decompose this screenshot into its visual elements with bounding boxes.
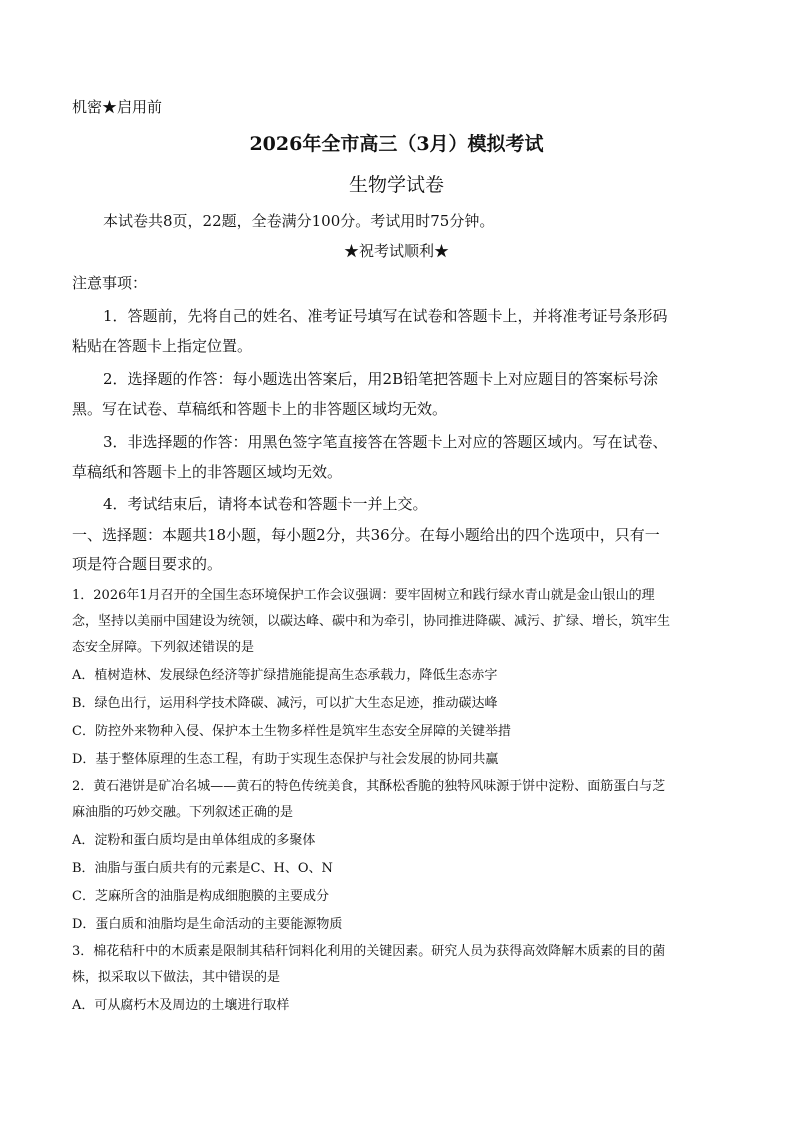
- exam-subtitle: 生物学试卷: [348, 174, 444, 196]
- section-1-heading: 一、选择题：本题共18小题，每小题2分，共36分。在每小题给出的四个选项中，只有一: [72, 526, 660, 544]
- notice-item-3: 3．非选择题的作答：用黑色签字笔直接答在答题卡上对应的答题区域内。写在试卷、: [103, 433, 668, 451]
- question-1-option-c: C．防控外来物种入侵、保护本土生物多样性是筑牢生态安全屏障的关键举措: [72, 724, 511, 739]
- question-2-option-d: D．蛋白质和油脂均是生命活动的主要能源物质: [72, 917, 343, 932]
- question-2-stem-cont: 麻油脂的巧妙交融。下列叙述正确的是: [72, 805, 294, 820]
- notice-item-1: 1．答题前，先将自己的姓名、准考证号填写在试卷和答题卡上，并将准考证号条形码: [103, 307, 668, 325]
- exam-title: 2026年全市高三（3月）模拟考试: [249, 133, 544, 155]
- question-3-option-a: A．可从腐朽木及周边的土壤进行取样: [72, 998, 290, 1013]
- notice-heading: 注意事项：: [72, 274, 148, 292]
- question-3-stem-cont: 株，拟采取以下做法，其中错误的是: [72, 970, 281, 985]
- question-2-option-a: A．淀粉和蛋白质均是由单体组成的多聚体: [72, 833, 316, 848]
- question-1-stem-cont: 态安全屏障。下列叙述错误的是: [72, 640, 255, 655]
- exam-wish: ★祝考试顺利★: [343, 242, 449, 260]
- notice-item-2: 2．选择题的作答：每小题选出答案后，用2B铅笔把答题卡上对应题目的答案标号涂: [103, 370, 659, 388]
- notice-item-3-cont: 草稿纸和答题卡上的非答题区域均无效。: [72, 463, 343, 481]
- question-2-option-c: C．芝麻所含的油脂是构成细胞膜的主要成分: [72, 889, 329, 904]
- section-1-heading-cont: 项是符合题目要求的。: [72, 555, 223, 573]
- exam-info: 本试卷共8页，22题，全卷满分100分。考试用时75分钟。: [103, 212, 495, 230]
- question-2-option-b: B．油脂与蛋白质共有的元素是C、H、O、N: [72, 861, 333, 876]
- question-2-stem: 2．黄石港饼是矿冶名城——黄石的特色传统美食，其酥松香脆的独特风味源于饼中淀粉、面筋蛋白与芝: [72, 779, 666, 794]
- question-1-option-a: A．植树造林、发展绿色经济等扩绿措施能提高生态承载力，降低生态赤字: [72, 668, 498, 683]
- notice-item-2-cont: 黑。写在试卷、草稿纸和答题卡上的非答题区域均无效。: [72, 400, 448, 418]
- question-1-stem: 1．2026年1月召开的全国生态环境保护工作会议强调：要牢固树立和践行绿水青山就是金山银山的理: [72, 588, 655, 603]
- question-3-stem: 3．棉花秸秆中的木质素是限制其秸秆饲料化利用的关键因素。研究人员为获得高效降解木质素的目的菌: [72, 944, 666, 959]
- notice-item-4: 4．考试结束后，请将本试卷和答题卡一并上交。: [103, 495, 428, 513]
- confidential-label: 机密★启用前: [72, 98, 163, 116]
- question-1-option-b: B．绿色出行，运用科学技术降碳、减污，可以扩大生态足迹，推动碳达峰: [72, 696, 498, 711]
- question-1-stem-cont: 念，坚持以美丽中国建设为统领，以碳达峰、碳中和为牵引，协同推进降碳、减污、扩绿、增长，筑牢生: [72, 614, 671, 629]
- question-1-option-d: D．基于整体原理的生态工程，有助于实现生态保护与社会发展的协同共赢: [72, 752, 499, 767]
- notice-item-1-cont: 粘贴在答题卡上指定位置。: [72, 337, 253, 355]
